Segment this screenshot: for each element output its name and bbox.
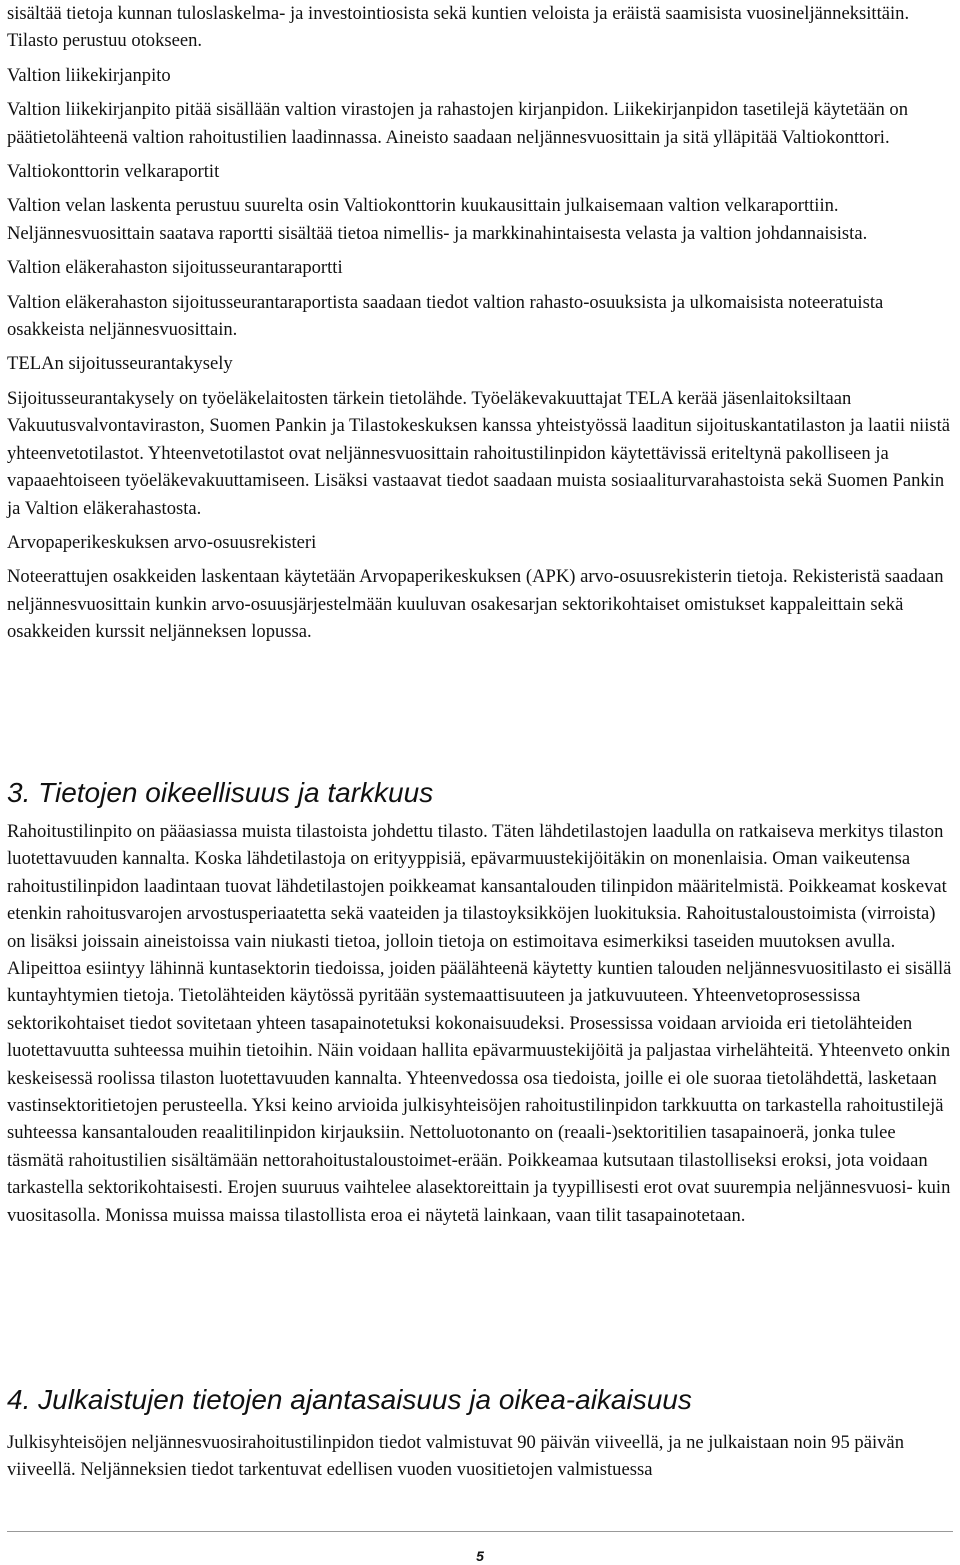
source-heading-valtion-liikekirjanpito: Valtion liikekirjanpito (7, 64, 171, 86)
source-body-velkaraportit: Valtion velan laskenta perustuu suurelta osin Valtiokonttorin kuukausittain julkaisemaan valtion velkaraporttiin. Neljännesvuosittain saatava raportti sisältää tietoa nimellis- ja markkinahintaisesta velasta ja valtion johdannaisista. (7, 195, 868, 244)
source-body-valtion-liikekirjanpito: Valtion liikekirjanpito pitää sisällään valtion virastojen ja rahastojen kirjanpidon. Liikekirjanpidon tasetilejä käytetään on päätietolähteenä valtion rahoitustilien laadinnassa. Aineisto saadaan neljännesvuosittain ja sitä ylläpitää Valtiokonttori. (7, 99, 909, 148)
source-body-elakerahasto: Valtion eläkerahaston sijoitusseurantaraportista saadaan tiedot valtion rahasto-osuuksista ja ulkomaisista noteeratuista osakkeista neljännesvuosittain. (7, 291, 884, 341)
intro-paragraph: sisältää tietoja kunnan tuloslaskelma- ja investointiosista sekä kuntien veloista ja eräistä saamisista vuosineljänneksittäin. Tilasto perustuu otokseen. (7, 3, 910, 52)
footer-divider (7, 1531, 953, 1532)
section-3-title: 3. Tietojen oikeellisuus ja tarkkuus (7, 777, 434, 808)
section-3-body: Rahoitustilinpito on pääasiassa muista tilastoista johdettu tilasto. Täten lähdetilastojen laadulla on ratkaiseva merkitys tilaston luotettavuuden kannalta. Koska lähdetilastoja on erityyppisiä, epävarmuustekijöitäkin on monenlaisia. Oman vaikeutensa rahoitustilinpidon laadintaan tuovat lähdetilastojen poikkeamat kansantalouden tilinpidon määritelmistä. Poikkeamat koskevat etenkin rahoitusvarojen arvostusperiaatetta sekä vaateiden ja tilastoyksikköjen luokituksia. Rahoitustaloustoimista (virroista) on lisäksi joissain aineistoissa vain niukasti tietoa, jolloin tietoja on estimoitava esimerkiksi taseiden muutoksen avulla. Alipeittoa esiintyy lähinnä kuntasektorin tiedoissa, joiden päälähteenä käytetty kuntien talouden neljännesvuositilasto ei sisällä kuntayhtymien tietoja. Tietolähteiden käytössä pyritään systemaattisuuteen ja jatkuvuuteen. Yhteenvetoprosessissa sektorikohtaiset tiedot sovitetaan yhteen tasapainotetuksi kokonaisuudeksi. Prosessissa voidaan arvioida eri tietolähteiden luotettavuutta suhteessa muihin tietoihin. Näin voidaan hallita epävarmuustekijöitä ja paljastaa virhelähteitä. Yhteenveto onkin keskeisessä roolissa tilaston luotettavuuden kannalta. Yhteenvedossa osa tiedoista, joille ei ole suoraa tietolähdettä, lasketaan vastinsektoritietojen perusteella. Yksi keino arvioida julkisyhteisöjen rahoitustilinpidon tarkkuutta on tarkastella rahoitustilejä suhteessa kansantalouden reaalitilinpidon kirjauksiin. Nettoluotonanto on (reaali-)sektoritilien tasapainoerä, jonka tulee täsmätä rahoitustilien sisältämään nettorahoitustaloustoimet-erään. Poikkeamaa kutsutaan tilastolliseksi eroksi, jota voidaan tarkastella sektorikohtaisesti. Erojen suuruus vaihtelee alasektoreittain ja tyypillisesti erot ovat suurempia neljännesvuosi- kuin vuositasolla. Monissa muissa maissa tilastollista eroa ei näytetä lainkaan, vaan tilit tasapainotetaan. (7, 821, 952, 1226)
source-body-tela: Sijoitusseurantakysely on työeläkelaitosten tärkein tietolähde. Työeläkevakuuttajat TELA kerää jäsenlaitoksiltaan Vakuutusvalvontaviraston, Suomen Pankin ja Tilastokeskuksen kanssa yhteistyössä laaditun sijoituskantatilaston ja laatii niistä yhteenvetotilastot. Yhteenvetotilastot ovat neljännesvuosittain rahoitustilinpidon käytettävissä eriteltynä pakolliseen ja vapaaehtoiseen työeläkevakuuttamiseen. Lisäksi vastaavat tiedot saadaan muista sosiaaliturvarahastoista sekä Suomen Pankin ja Valtion eläkerahastosta. (7, 387, 951, 519)
source-heading-velkaraportit: Valtiokonttorin velkaraportit (7, 161, 220, 183)
source-heading-elakerahasto: Valtion eläkerahaston sijoitusseurantaraportti (7, 257, 343, 279)
section-4-body: Julkisyhteisöjen neljännesvuosirahoitustilinpidon tiedot valmistuvat 90 päivän viiveellä, ja ne julkaistaan noin 95 päivän viiveellä. Neljänneksien tiedot tarkentuvat edellisen vuoden vuositietojen valmistuessa (7, 1432, 904, 1481)
section-4-title: 4. Julkaistujen tietojen ajantasaisuus ja oikea-aikaisuus (7, 1384, 692, 1415)
source-heading-tela: TELAn sijoitusseurantakysely (7, 353, 233, 375)
page-content (7, 0, 957, 1481)
page-number: 5 (476, 1548, 484, 1564)
source-heading-apk: Arvopaperikeskuksen arvo-osuusrekisteri (7, 531, 317, 553)
source-body-apk: Noteerattujen osakkeiden laskentaan käytetään Arvopaperikeskuksen (APK) arvo-osuusrekisterin tietoja. Rekisteristä saadaan neljännesvuosittain kunkin arvo-osuusjärjestelmään kuuluvan osakesarjan sektorikohtaiset omistukset kappaleittain sekä osakkeiden kurssit neljänneksen lopussa. (7, 566, 944, 643)
